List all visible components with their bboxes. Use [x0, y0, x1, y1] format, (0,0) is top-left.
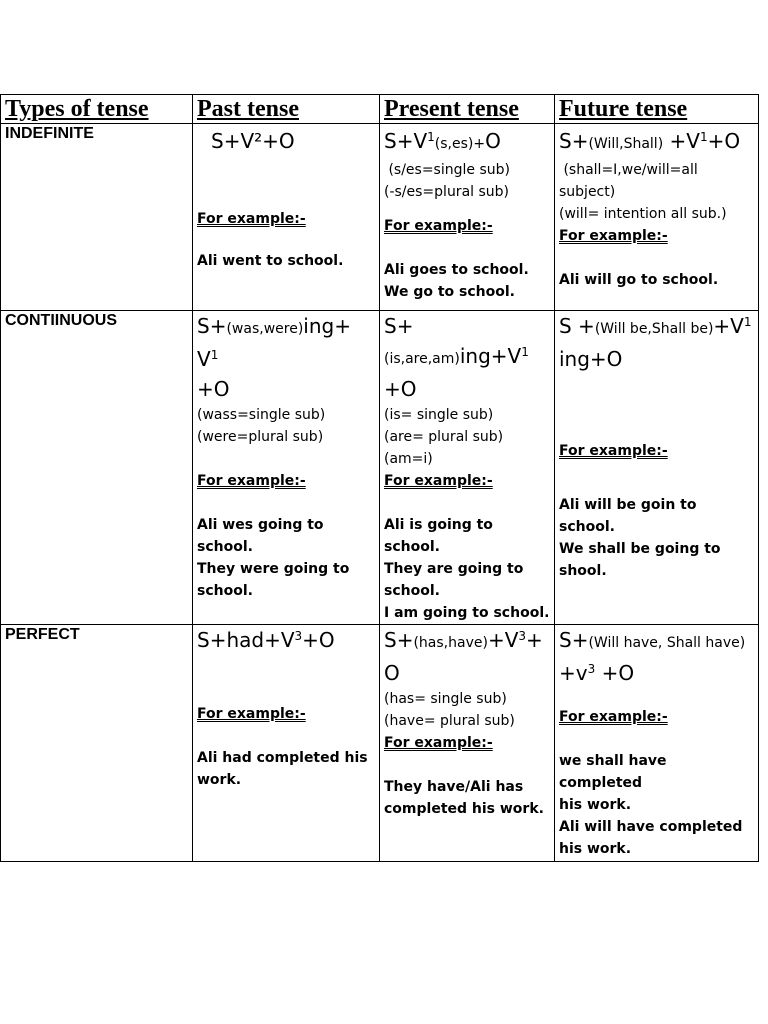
note: (wass=single sub) [197, 407, 326, 423]
note: (am=i) [384, 451, 433, 467]
cell-indefinite-future [555, 124, 759, 311]
note: (shall=I,we/will=all [559, 162, 698, 178]
cell-indefinite-present [380, 124, 555, 311]
cell-indefinite-past [193, 124, 380, 311]
example-line: Ali will have completed [559, 819, 743, 835]
header-present: Present tense [380, 95, 555, 124]
formula: S+(was,were)ing+ $V^1$ +O [197, 314, 351, 401]
example-line: We go to school. [384, 284, 515, 300]
example-line: completed his work. [384, 801, 544, 817]
row-label-indefinite: INDEFINITE [1, 124, 193, 311]
header-past: Past tense [193, 95, 380, 124]
example-line: shool. [559, 563, 607, 579]
example-line: Ali went to school. [197, 253, 344, 269]
note: (-s/es=plural sub) [384, 184, 510, 200]
example-label: For example:- [559, 709, 668, 725]
example-line: work. [197, 772, 242, 788]
example-line: They have/Ali has [384, 779, 524, 795]
formula: S+(Will have, Shall have) $+v^3 +O$ [559, 628, 746, 685]
header-future: Future tense [555, 95, 759, 124]
formula: $S+had+V^3+O$ [197, 628, 335, 652]
example-line: his work. [559, 841, 632, 857]
example-label: For example:- [559, 443, 668, 459]
row-label-continuous: CONTIINUOUS [1, 311, 193, 625]
row-perfect [1, 625, 759, 862]
header-types: Types of tense [1, 95, 193, 124]
tense-table [0, 94, 759, 862]
example-label: For example:- [197, 211, 306, 227]
cell-continuous-future [555, 311, 759, 625]
example-line: They were going to [197, 561, 350, 577]
example-line: I am going to school. [384, 605, 550, 621]
example-line: school. [384, 583, 440, 599]
example-label: For example:- [384, 473, 493, 489]
example-label: For example:- [384, 735, 493, 751]
formula: S+V²+O [211, 129, 295, 153]
example-line: his work. [559, 797, 632, 813]
example-line: Ali wes going to school. [197, 517, 324, 555]
example-line: Ali is going to school. [384, 517, 493, 555]
note: (s/es=single sub) [384, 162, 510, 178]
note: (were=plural sub) [197, 429, 324, 445]
example-line: Ali will be goin to school. [559, 497, 697, 535]
header-row [1, 95, 759, 124]
formula: $S+(is,are,am)ing+V^1$ +O [384, 314, 529, 401]
cell-continuous-past [193, 311, 380, 625]
formula: S +(Will be,Shall $be)+V^1$ ing+O [559, 314, 752, 371]
formula: $S+V^1(s,es)+O$ [384, 129, 501, 153]
example-label: For example:- [197, 706, 306, 722]
formula: S+(Will,Shall) $+V^1+O$ [559, 129, 741, 153]
note: (has= single sub) [384, 691, 507, 707]
example-label: For example:- [384, 218, 493, 234]
example-line: We shall be going to [559, 541, 721, 557]
row-continuous [1, 311, 759, 625]
note: (is= single sub) [384, 407, 494, 423]
cell-continuous-present [380, 311, 555, 625]
example-line: Ali will go to school. [559, 272, 719, 288]
row-label-perfect: PERFECT [1, 625, 193, 862]
row-indefinite [1, 124, 759, 311]
cell-perfect-past [193, 625, 380, 862]
example-line: They are going to [384, 561, 524, 577]
cell-perfect-present [380, 625, 555, 862]
cell-perfect-future [555, 625, 759, 862]
example-label: For example:- [197, 473, 306, 489]
example-label: For example:- [559, 228, 668, 244]
note: (will= intention all sub.) [559, 206, 727, 222]
note: (are= plural sub) [384, 429, 504, 445]
example-line: school. [197, 583, 253, 599]
example-line: Ali had completed his [197, 750, 368, 766]
example-line: we shall have completed [559, 753, 667, 791]
note: subject) [559, 184, 616, 200]
example-line: Ali goes to school. [384, 262, 529, 278]
note: (have= plural sub) [384, 713, 515, 729]
formula: $S+(has,have)+V^3+$ O [384, 628, 543, 685]
